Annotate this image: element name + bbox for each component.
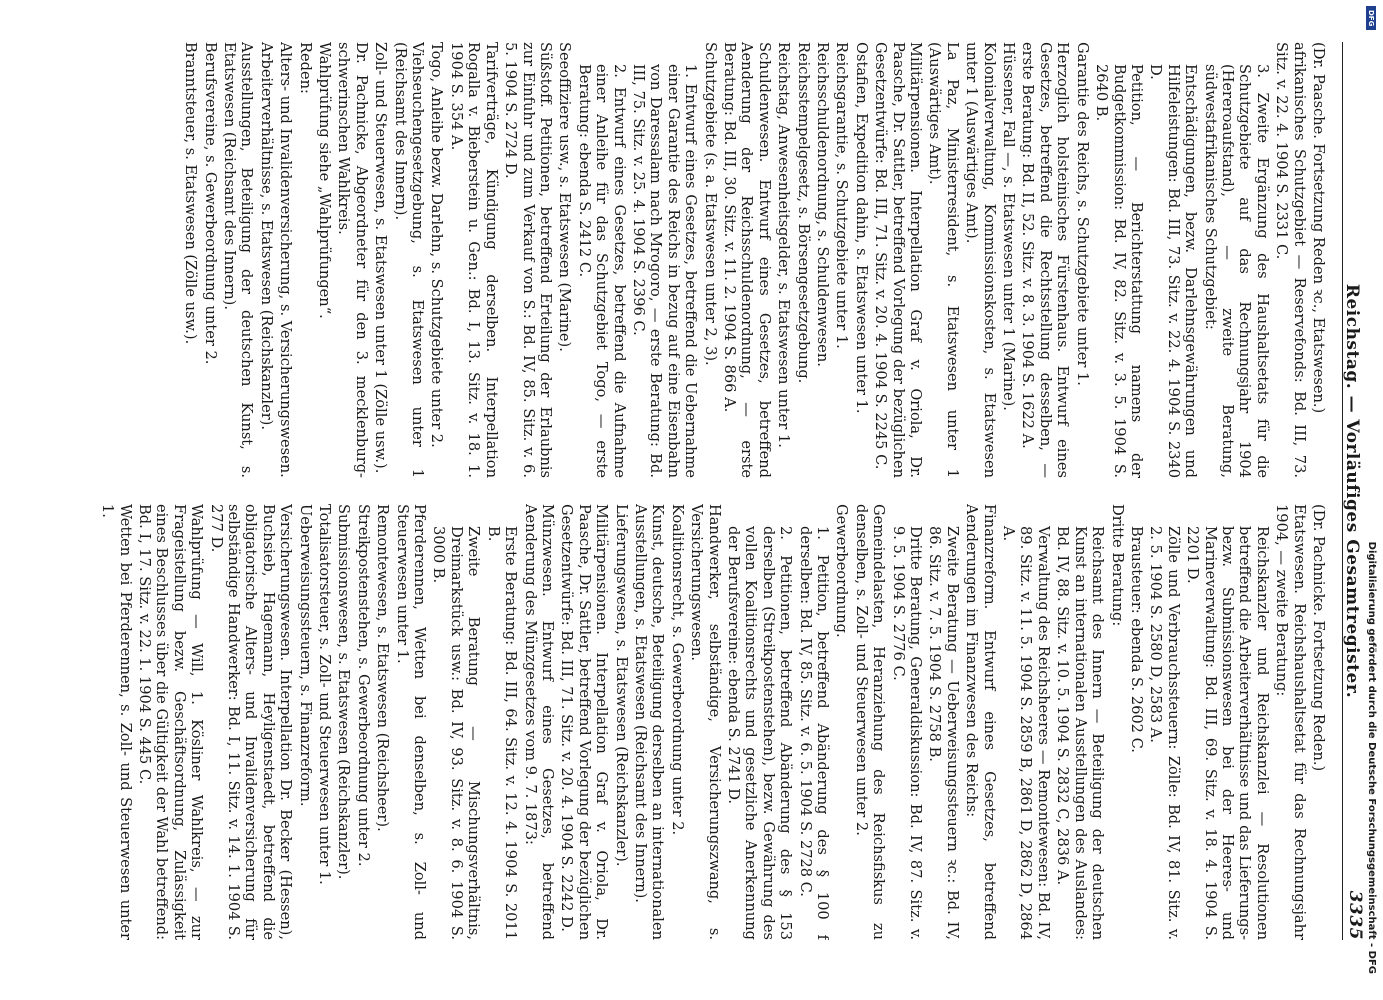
left-column-entry: Alters- und Invalidenversicherung, s. Versicherungswesen. (277, 42, 295, 478)
left-column-entry: Tarifverträge, Kündigung derselben. Interpellation Rogalla v. Bieberstein u. Gen.: Bd. I, 13. Sitz. v. 18. 1. 1904 S. 354 A. (447, 42, 500, 478)
right-column-entry: Erste Beratung: Bd. III, 64. Sitz. v. 12. 4. 1904 S. 2011 B. (484, 526, 520, 940)
right-column-entry: Streikpostenstehen, s. Gewerbeordnung unter 2. (354, 504, 372, 867)
dfg-logo: DFG (1366, 6, 1376, 30)
left-column-entry: Arbeiterverhältnisse, s. Etatswesen (Reichskanzler). (257, 42, 275, 431)
right-column-entry: Militärpensionen. Interpellation Graf v. Oriola, Dr. Paasche, Dr. Sattler, betreffend Vorlegung der bezüglichen Gesetzentwürfe: Bd. III, 71. Sitz. v. 20. 4. 1904 S. 2242 D. (558, 504, 611, 940)
right-column-entry: Ueberweisungssteuern, s. Finanzreform. (296, 504, 314, 807)
text-columns (30, 42, 1327, 940)
left-column-entry: Reichstag, Anwesenheitsgelder, s. Etatswesen unter 1. (775, 42, 793, 448)
left-column-entry: Seeoffiziere usw., s. Etatswesen (Marine). (556, 42, 574, 352)
left-column (30, 42, 1327, 478)
left-column-entry: Wahlprüfung siehe „Wahlprüfungen“. (316, 42, 334, 319)
right-column-entry: 2. Petitionen, betreffend Abänderung des § 153 derselben (Streikpostenstehen), bezw. Gewährung des vollen Koalitionsrechts und gesetzliche Anerkennung der Berufsvereine: ebenda S. 2741 D. (725, 526, 795, 940)
right-column-entry: Remontewesen, s. Etatswesen (Reichsheer). (374, 504, 392, 832)
left-column-entry: Ostafien, Expedition dahin, s. Etatswesen unter 1. (852, 42, 870, 414)
left-column-entry: Süßstoff. Petitionen, betreffend Erteilung der Erlaubnis zur Einfuhr und zum Verkauf von S.: Bd. IV, 85. Sitz. v. 6. 5. 1904 S. 2724 D. (502, 42, 554, 478)
left-column-entry: Reden: (296, 42, 314, 94)
right-column-entry: Submissionswesen, s. Etatswesen (Reichskanzler). (335, 504, 353, 880)
right-column-entry: Lieferungswesen, s. Etatswesen (Reichskanzler). (612, 504, 630, 867)
right-column-entry: Handwerker, selbständige, Versicherungszwang, s. Versicherungswesen. (688, 504, 723, 940)
right-column-entry: Zweite Beratung — Mischungsverhältnis, Dreimarkstück usw.: Bd. IV, 93. Sitz. v. 8. 6. 1904 S. 3000 B. (430, 526, 483, 940)
right-column (30, 504, 1327, 940)
right-column-entry: Finanzreform. Entwurf eines Gesetzes, betreffend Aenderungen im Finanzwesen des Reichs: (963, 504, 998, 940)
left-column-entry: Petition, — Berichterstattung namens der Budgetkommission: Bd. IV, 82. Sitz. v. 3. 5. 1904 S. 2640 B. (1093, 64, 1145, 478)
left-column-entry: Togo, Anleihe bezw. Darlehn, s. Schutzgebiete unter 2. (428, 42, 446, 448)
right-column-entry: Etatswesen. Reichshaushaltsetat für das Rechnungsjahr 1904, — zweite Beratung: (1273, 504, 1308, 940)
left-column-entry: (Dr. Paasche. Fortsetzung Reden ꝛc., Etatswesen.) (1310, 42, 1327, 414)
left-column-entry: Herzoglich holsteinisches Fürstenhaus. Entwurf eines Gesetzes, betreffend die Rechtsstellung desselben, — erste Beratung: Bd. II, 52. Sitz. v. 8. 3. 1904 S. 1622 A. (1019, 42, 1072, 478)
left-column-entry: Dr. Pachnicke, Abgeordneter für den 3. mecklenburg-schwerinschen Wahlkreis. (335, 42, 370, 478)
left-column-entry: Schuldenwesen. Entwurf eines Gesetzes, betreffend Aenderung der Reichsschuldenordnung, — erste Beratung: Bd. III, 30. Sitz. v. 11. 2. 1904 S. 866 A. (721, 42, 773, 478)
right-column-entry: Wahlprüfung — Will, 1. Kösliner Wahlkreis, — zur Frageistellung bezw. Geschäftsordnung, Zulässigkeit eines Beschlusses über die Gültigkeit der Wahl betreffend: Bd. I, 17. Sitz. v. 22. 1. 1904 S. 445 C. (136, 504, 206, 940)
right-column-entry: (Dr. Pachnicke. Fortsetzung Reden.) (1310, 504, 1327, 772)
page-number: 3335 (1345, 890, 1366, 940)
right-column-entry: Zölle und Verbrauchssteuern: Zölle: Bd. IV, 81. Sitz. v. 2. 5. 1904 S. 2580 D, 2583 A. (1147, 526, 1182, 940)
right-column-entry: Reichskanzler und Reichskanzlei — Resolutionen betreffend die Arbeiterverhältnisse und das Lieferungs- bezw. Submissionswesen bei der Heeres- und Marineverwaltung: Bd. III, 69. Sitz. v. 18. 4. 1904 S. 2201 D. (1184, 526, 1271, 940)
right-column-entry: Gewerbeordnung. (833, 504, 851, 638)
left-column-entry: Entschädigungen, bezw. Darlehnsgewährungen und Hilfeleistungen: Bd. III, 73. Sitz. v. 22. 4. 1904 S. 2340 D. (1147, 64, 1200, 478)
left-column-entry: 1. Entwurf eines Gesetzes, betreffend die Uebernahme einer Garantie des Reichs in bezug auf eine Eisenbahn von Daressalam nach Mrogoro, — erste Beratung: Bd. III, 75. Sitz. v. 25. 4. 1904 S. 2396 C. (629, 64, 700, 478)
right-column-entry: Pferderennen, Wetten bei denselben, s. Zoll- und Steuerwesen unter 1. (393, 504, 429, 940)
left-column-entry: Kolonialverwaltung, Kommissionskosten, s. Etatswesen unter 1 (Auswärtiges Amt). (963, 42, 998, 478)
right-column-entry: Verwaltung des Reichsheeres — Remontewesen: Bd. IV, 89. Sitz. v. 11. 5. 1904 S. 2859 B, 2861 D, 2862 D, 2864 A. (1000, 526, 1052, 940)
left-column-entry: Berufsvereine, s. Gewerbeordnung unter 2. (201, 42, 219, 365)
right-column-entry: Wetten bei Pferderennen, s. Zoll- und Steuerwesen unter 1. (99, 504, 134, 940)
right-column-entry: Koalitionsrecht, s. Gewerbeordnung unter 2. (668, 504, 686, 836)
left-column-entry: Reichsgarantie, s. Schutzgebiete unter 1. (833, 42, 851, 349)
left-column-entry: afrikanisches Schutzgebiet — Reservefonds: Bd. III, 73. Sitz. v. 22. 4. 1904 S. 2331 C. (1273, 42, 1308, 478)
right-column-entry: Kunst, deutsche, Beteiligung derselben an internationalen Ausstellungen, s. Etatswesen (Reichsamt des Innern). (631, 504, 667, 940)
left-column-entry: Reichsschuldenordnung, s. Schuldenwesen. (814, 42, 832, 367)
left-column-entry: Militärpensionen. Interpellation Graf v. Oriola, Dr. Paasche, Dr. Sattler, betreffend Vorlegung der bezüglichen Gesetzentwürfe: Bd. III, 71. Sitz. v. 20. 4. 1904 S. 2245 C. (872, 42, 925, 478)
right-column-entry: Totalisatorsteuer, s. Zoll- und Steuerwesen unter 1. (316, 504, 334, 885)
left-column-entry: Hüssener, Fall —, s. Etatswesen unter 1 (Marine). (1000, 42, 1018, 411)
right-column-entry: Dritte Beratung, Generaldiskussion: Bd. IV, 87. Sitz. v. 9. 5. 1904 S. 2776 C. (889, 526, 925, 940)
left-column-entry: La Paz, Ministerresident, s. Etatswesen unter 1 (Auswärtiges Amt). (926, 42, 961, 478)
right-column-entry: Dritte Beratung: (1108, 504, 1126, 627)
right-column-entry: Reichsamt des Innern — Beteiligung der deutschen Kunst an internationalen Ausstellungen des Auslandes: Bd. IV, 88. Sitz. v. 10. 5. 1904 S. 2832 C, 2836 A. (1054, 526, 1107, 940)
left-column-entry: Ausstellungen, Beteiligung der deutschen Kunst, s. Etatswesen (Reichsamt des Innern). (221, 42, 256, 478)
digitization-strip (1364, 14, 1378, 974)
right-column-entry: Versicherungswesen. Interpellation Dr. Becker (Hessen), Buchsieb, Hagemann, Heyligenstaedt, betreffend die obligatorische Alters- und Invalidenversicherung für selbständige Handwerker: Bd. I, 11. Sitz. v. 14. 1. 1904 S. 277 D. (207, 504, 295, 940)
digitization-note: Digitalisierung gefördert durch die Deutsche Forschungsgemeinschaft - DFG (1366, 541, 1377, 974)
right-column-entry: Münzwesen. Entwurf eines Gesetzes, betreffend Aenderung des Münzgesetzes vom 9. 7. 1873: (521, 504, 556, 940)
left-column-entry: Zoll- und Steuerwesen, s. Etatswesen unter 1 (Zölle usw.). (372, 42, 390, 474)
left-column-entry: 2. Entwurf eines Gesetzes, betreffend die Aufnahme einer Anleihe für das Schutzgebiet Togo, — erste Beratung: ebenda S. 2412 C. (575, 64, 628, 478)
left-column-entry: Viehseuchengesetzgebung, s. Etatswesen unter 1 (Reichsamt des Innern). (391, 42, 427, 478)
left-column-entry: Reichsstempelgesetz, s. Börsengesetzgebung. (794, 42, 812, 384)
left-column-entry: 3. Zweite Ergänzung des Haushaltsetats für die Schutzgebiete auf das Rechnungsjahr 1904 (Hereroaufstand), — zweite Beratung, südwestafrikanisches Schutzgebiet: (1201, 64, 1271, 478)
left-column-entry: Garantie des Reichs, s. Schutzgebiete unter 1. (1073, 42, 1091, 386)
right-column-entry: Zweite Beratung — Ueberweisungssteuern ꝛc.: Bd. IV, 86. Sitz. v. 7. 5. 1904 S. 2758 B. (926, 526, 961, 940)
page-title: Reichstag. — Vorläufiges Gesamtregister. (1342, 283, 1363, 699)
right-column-entry: 1. Petition, betreffend Abänderung des § 100 f derselben: Bd. IV, 85. Sitz. v. 6. 5. 1904 S. 2728 C. (796, 526, 832, 940)
right-column-entry: Gemeindelasten, Heranziehung des Reichsfiskus zu denselben, s. Zoll- und Steuerwesen unter 2. (852, 504, 888, 940)
right-column-entry: Brausteuer: ebenda S. 2602 C. (1127, 526, 1145, 753)
left-column-entry: Schutzgebiete (s. a. Etatswesen unter 2, 3). (701, 42, 719, 366)
left-column-entry: Branntsteuer, s. Etatswesen (Zölle usw.). (182, 42, 200, 345)
